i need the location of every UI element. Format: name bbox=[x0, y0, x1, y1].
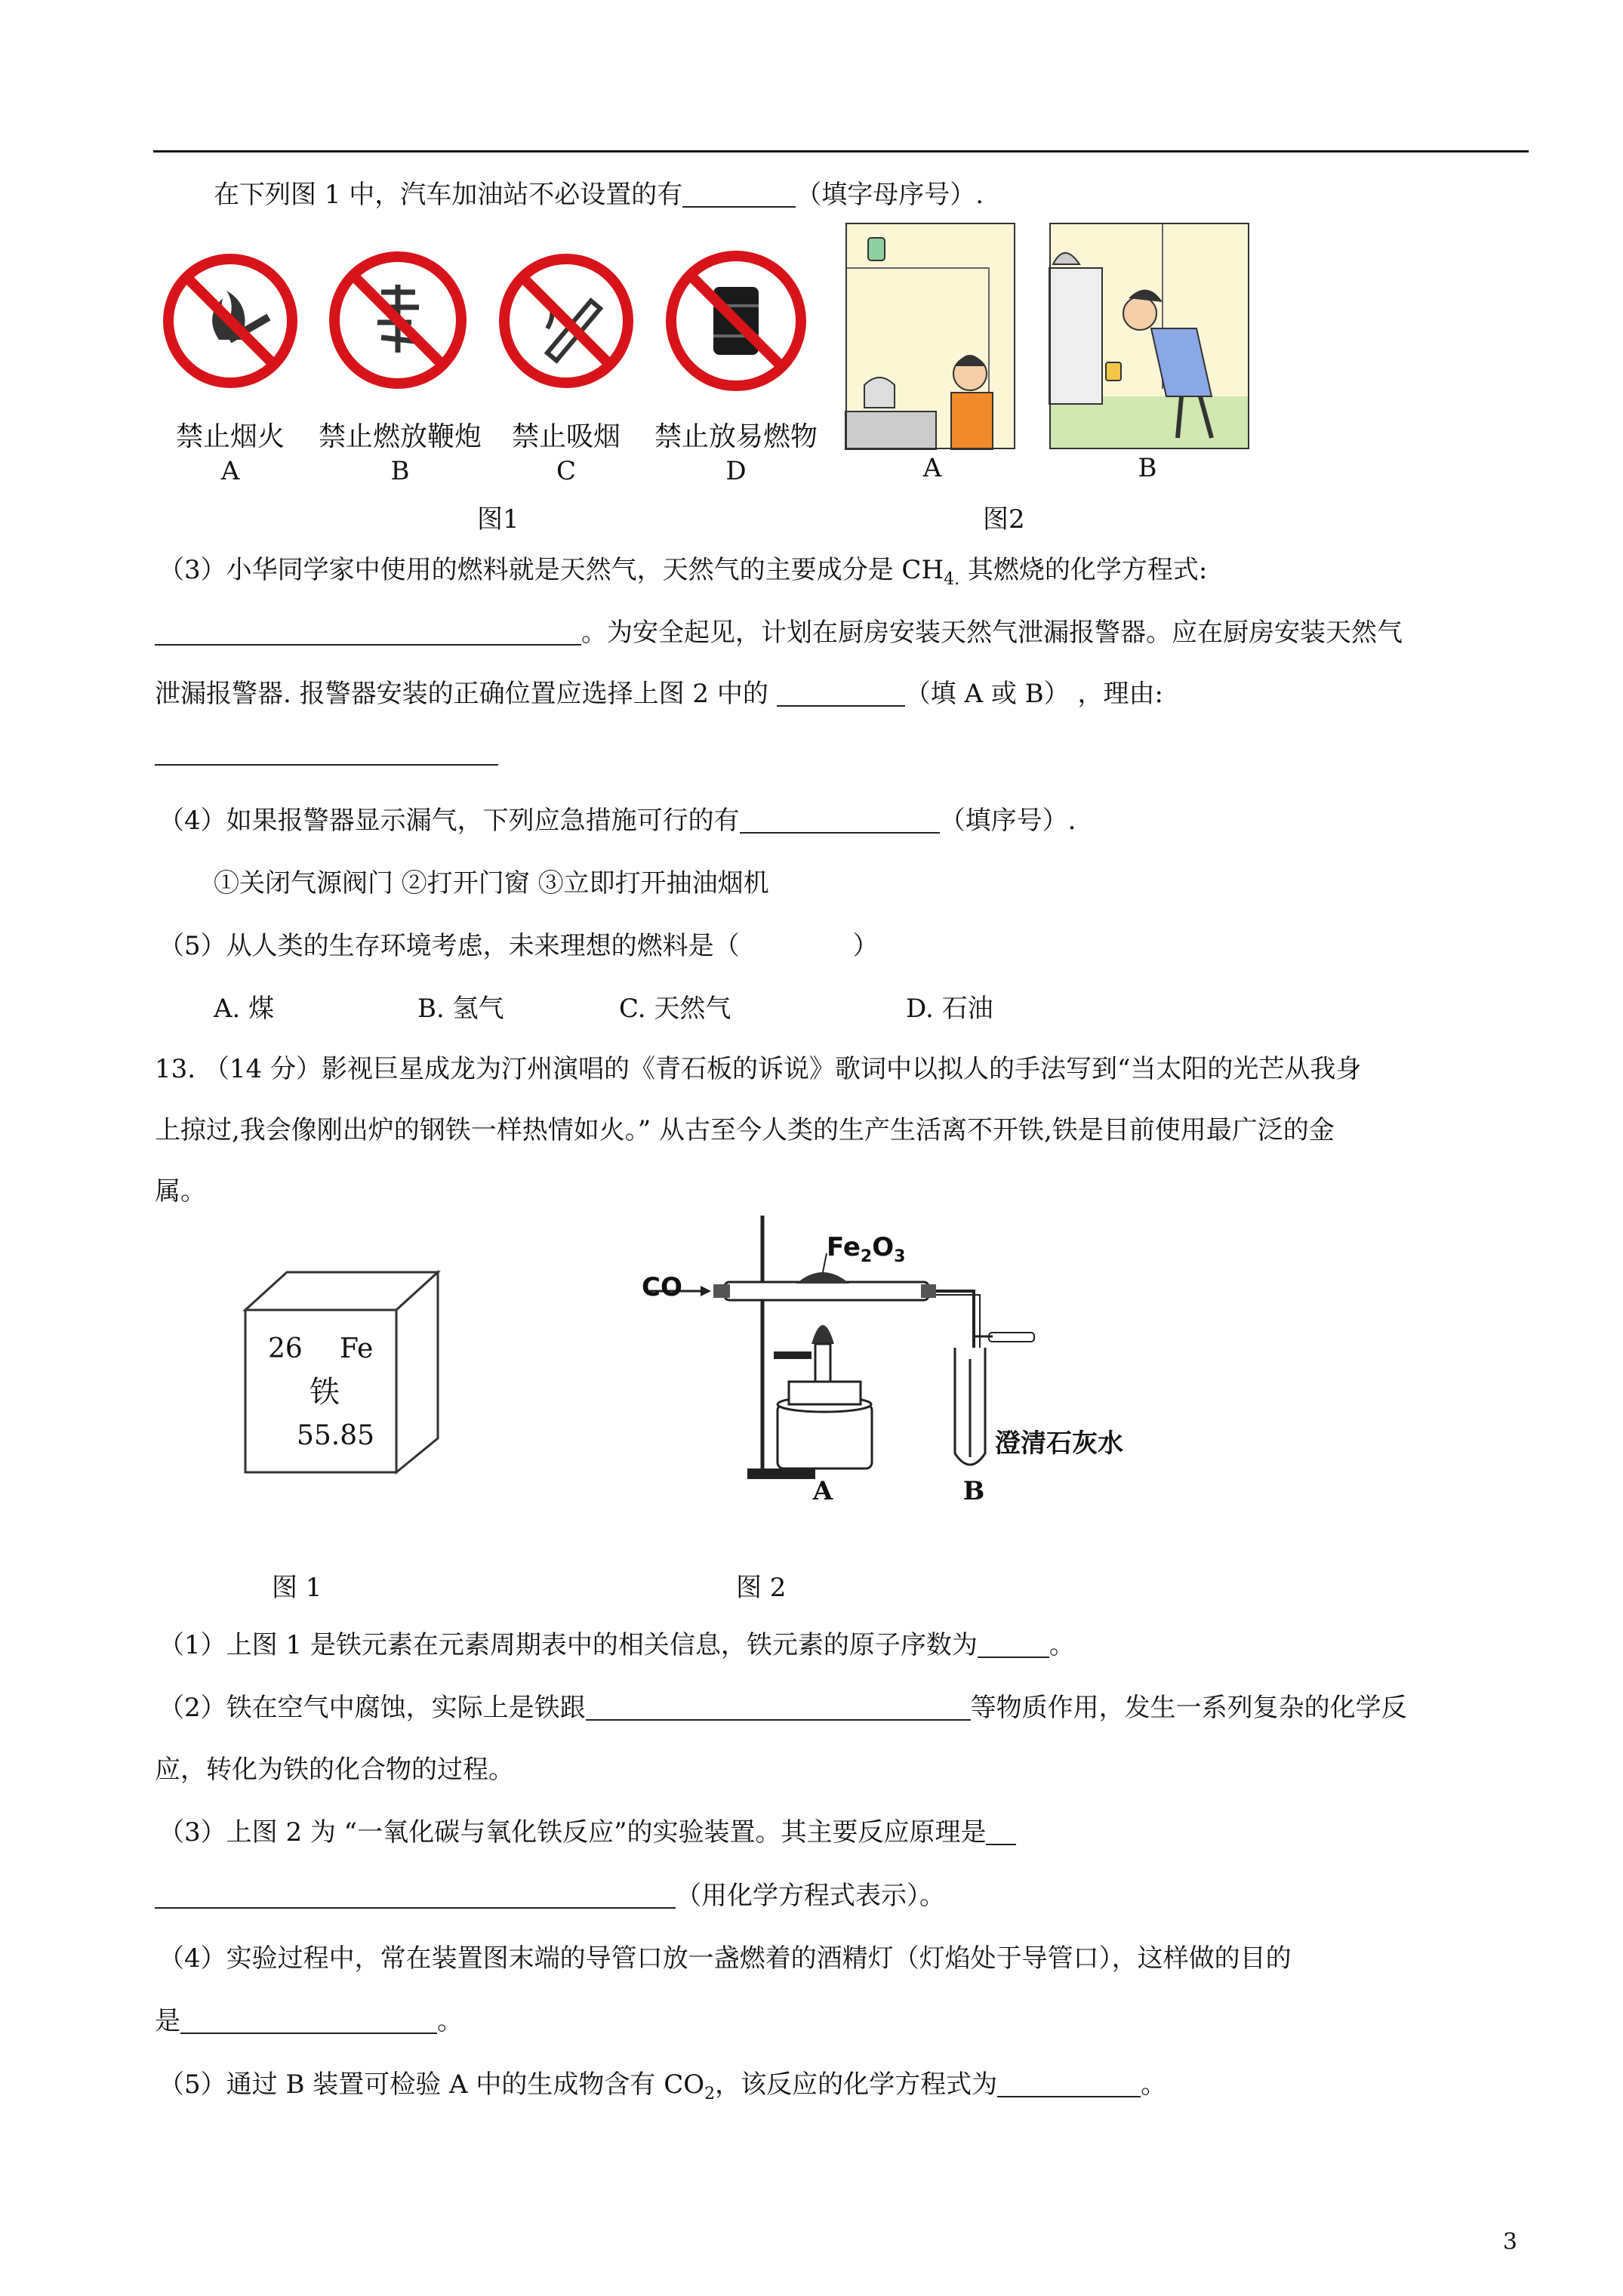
element-symbol: Fe bbox=[340, 1333, 374, 1364]
q13-fig2-caption: 图 2 bbox=[736, 1573, 787, 1603]
apparatus-label-b: B bbox=[962, 1476, 985, 1506]
q13-line3: 属。 bbox=[155, 1176, 206, 1207]
answer-blank-reason[interactable] bbox=[155, 740, 498, 766]
q12-part4: （4）如果报警器显示漏气，下列应急措施可行的有 （填序号）. bbox=[159, 806, 1076, 836]
element-name: 铁 bbox=[310, 1375, 340, 1410]
q13-part4: （4）实验过程中，常在装置图末端的导管口放一盏燃着的酒精灯（灯焰处于导管口），这样做的目的 bbox=[159, 1943, 1292, 1974]
q13-part5: （5）通过 B 装置可检验 A 中的生成物含有 $CO_2$，该反应的化学方程式为 。 bbox=[159, 2069, 1167, 2103]
answer-blank-principle-start[interactable] bbox=[986, 1820, 1016, 1845]
answer-blank-position[interactable] bbox=[777, 681, 905, 707]
reagent-label-fe2o3: $Fe_2O_3$ bbox=[827, 1232, 906, 1266]
q12-part5: （5）从人类的生存环境考虑，未来理想的燃料是（ ） bbox=[159, 931, 879, 961]
q13-part3: （3）上图 2 为 “一氧化碳与氧化铁反应”的实验装置。其主要反应原理是 bbox=[159, 1816, 1016, 1849]
element-atomic-number: 26 bbox=[268, 1333, 303, 1364]
q13-fig1-caption: 图 1 bbox=[272, 1573, 322, 1603]
gas-label-co: CO bbox=[642, 1272, 682, 1302]
q12-intro: 在下列图 1 中，汽车加油站不必设置的有 （填字母序号）. bbox=[214, 180, 984, 210]
answer-blank-substances[interactable] bbox=[586, 1695, 971, 1721]
fig2-letter-b: B bbox=[1138, 453, 1157, 483]
sign-label-d: 禁止放易燃物 bbox=[654, 421, 818, 452]
page-number: 3 bbox=[1502, 2229, 1517, 2255]
sign-letter-d: D bbox=[725, 456, 747, 486]
q12-part3-line1: （3）小华同学家中使用的燃料就是天然气，天然气的主要成分是 $CH_{4.}$ 其燃烧的化学方程式: bbox=[159, 555, 1208, 589]
q13-line1: 13. （14 分）影视巨星成龙为汀州演唱的《青石板的诉说》歌词中以拟人的手法写到“当太阳的光芒从我身 bbox=[155, 1054, 1362, 1084]
q12-part5-option-d: D. 石油 bbox=[906, 994, 993, 1024]
sign-letter-c: C bbox=[556, 456, 576, 486]
sign-letter-a: A bbox=[220, 456, 240, 486]
element-mass: 55.85 bbox=[297, 1420, 375, 1451]
q13-part4-line2: 是 。 bbox=[155, 2006, 463, 2036]
q13-part3-line2: （用化学方程式表示）。 bbox=[155, 1879, 945, 1912]
fig2-caption: 图2 bbox=[983, 504, 1025, 535]
q13-part2-line2: 应，转化为铁的化合物的过程。 bbox=[155, 1755, 514, 1785]
q12-part3-line2: 。为安全起见，计划在厨房安装天然气泄漏报警器。应在厨房安装天然气 bbox=[155, 616, 1403, 649]
q13-part1: （1）上图 1 是铁元素在元素周期表中的相关信息，铁元素的原子序数为 。 bbox=[159, 1630, 1075, 1660]
sign-no-smoking bbox=[494, 249, 638, 393]
answer-blank-1[interactable] bbox=[682, 182, 796, 208]
apparatus-label-a: A bbox=[812, 1476, 833, 1506]
answer-blank-equation[interactable] bbox=[155, 620, 581, 646]
kitchen-scene-b bbox=[1049, 223, 1249, 449]
sign-letter-b: B bbox=[390, 456, 410, 486]
answer-blank-co2-equation[interactable] bbox=[997, 2072, 1141, 2097]
kitchen-scene-a bbox=[845, 223, 1015, 449]
sign-no-firecrackers bbox=[325, 247, 472, 394]
sign-no-fire bbox=[159, 249, 302, 393]
q12-part4-options: ①关闭气源阀门 ②打开门窗 ③立即打开抽油烟机 bbox=[214, 868, 769, 898]
q12-part5-option-a: A. 煤 bbox=[214, 994, 275, 1024]
q13-line2: 上掠过,我会像刚出炉的钢铁一样热情如火。” 从古至今人类的生产生活离不开铁,铁是目前使用最广泛的金 bbox=[155, 1115, 1335, 1145]
sign-no-flammables bbox=[661, 245, 812, 396]
q12-part3-line3: 泄漏报警器. 报警器安装的正确位置应选择上图 2 中的 （填 A 或 B） ，理由: bbox=[155, 679, 1163, 709]
answer-blank-atomic-number[interactable] bbox=[978, 1632, 1049, 1658]
answer-blank-principle[interactable] bbox=[155, 1883, 676, 1909]
answer-blank-measures[interactable] bbox=[740, 808, 940, 834]
fig2-letter-a: A bbox=[922, 453, 942, 483]
header-rule bbox=[153, 150, 1529, 153]
q12-part5-option-c: C. 天然气 bbox=[619, 994, 731, 1024]
sign-label-c: 禁止吸烟 bbox=[511, 421, 621, 452]
answer-blank-purpose[interactable] bbox=[180, 2008, 437, 2034]
fig1-caption: 图1 bbox=[477, 504, 519, 535]
sign-label-a: 禁止烟火 bbox=[175, 421, 285, 452]
q12-part5-option-b: B. 氢气 bbox=[417, 994, 504, 1024]
limewater-label: 澄清石灰水 bbox=[995, 1428, 1123, 1459]
q13-part2: （2）铁在空气中腐蚀，实际上是铁跟 等物质作用，发生一系列复杂的化学反 bbox=[159, 1693, 1407, 1723]
sign-label-b: 禁止燃放鞭炮 bbox=[318, 421, 482, 452]
